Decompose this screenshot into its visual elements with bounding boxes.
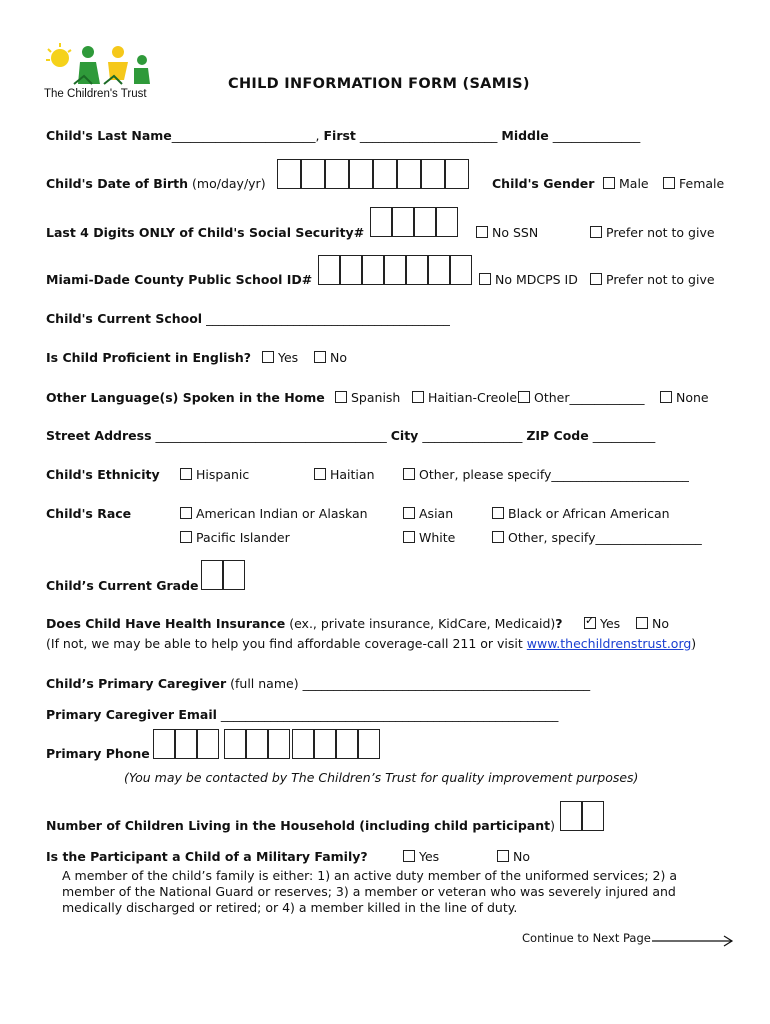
dob-digit-box[interactable]	[349, 159, 373, 189]
ssn-digit-box[interactable]	[370, 207, 392, 237]
checkbox[interactable]	[476, 226, 488, 238]
ssn-boxes[interactable]	[370, 207, 458, 237]
dob-digit-box[interactable]	[277, 159, 301, 189]
first-name-field[interactable]: ______________________	[359, 128, 498, 143]
race-label: Child's Race	[46, 506, 132, 521]
language-option-other[interactable]: Other____________	[518, 390, 645, 405]
phone-digit-box[interactable]	[153, 729, 175, 759]
checkbox[interactable]	[412, 391, 424, 403]
english-option-no[interactable]: No	[314, 350, 347, 365]
race-option-asian[interactable]: Asian	[403, 506, 453, 521]
continue-label: Continue to Next Page	[522, 931, 651, 945]
checkbox[interactable]	[479, 273, 491, 285]
email-row	[46, 707, 558, 722]
address-row	[46, 428, 655, 443]
phone-area-boxes[interactable]	[153, 729, 219, 759]
checkbox[interactable]	[180, 507, 192, 519]
zip-field[interactable]: __________	[592, 428, 656, 443]
dob-digit-box[interactable]	[445, 159, 469, 189]
race-option-other[interactable]: Other, specify_________________	[492, 530, 702, 545]
checkbox[interactable]	[603, 177, 615, 189]
phone-digit-box[interactable]	[292, 729, 314, 759]
language-option-haitian-creole[interactable]: Haitian-Creole	[412, 390, 517, 405]
school-id-prefer-not-option[interactable]: Prefer not to give	[590, 272, 715, 287]
checkbox[interactable]	[590, 273, 602, 285]
name-row	[46, 128, 640, 143]
race-option-black[interactable]: Black or African American	[492, 506, 670, 521]
phone-digit-box[interactable]	[336, 729, 358, 759]
ssn-digit-box[interactable]	[436, 207, 458, 237]
race-option-white[interactable]: White	[403, 530, 455, 545]
email-label: Primary Caregiver Email	[46, 707, 217, 722]
zip-label: ZIP Code	[526, 428, 589, 443]
military-option-no[interactable]: No	[497, 849, 530, 864]
dob-digit-box[interactable]	[397, 159, 421, 189]
dob-row	[46, 176, 266, 191]
grade-label: Child’s Current Grade	[46, 578, 199, 593]
grade-digit-box[interactable]	[201, 560, 223, 590]
school-id-digit-box[interactable]	[450, 255, 472, 285]
household-label: Number of Children Living in the Household (including child participant)	[46, 818, 555, 833]
school-id-digit-box[interactable]	[428, 255, 450, 285]
checkbox-checked[interactable]	[584, 617, 596, 629]
school-id-boxes[interactable]	[318, 255, 472, 285]
phone-digit-box[interactable]	[224, 729, 246, 759]
logo-text: The Children's Trust	[44, 88, 147, 100]
household-digit-box[interactable]	[582, 801, 604, 831]
gender-option-female[interactable]: Female	[663, 176, 724, 191]
city-field[interactable]: ________________	[422, 428, 523, 443]
checkbox[interactable]	[403, 850, 415, 862]
phone-line-boxes[interactable]	[292, 729, 380, 759]
race-option-pacific-islander[interactable]: Pacific Islander	[180, 530, 290, 545]
current-school-label: Child's Current School	[46, 311, 203, 326]
insurance-row: Does Child Have Health Insurance (ex., private insurance, KidCare, Medicaid)?	[46, 616, 563, 631]
gender-label: Child's Gender	[492, 176, 595, 191]
phone-digit-box[interactable]	[358, 729, 380, 759]
checkbox[interactable]	[518, 391, 530, 403]
dob-label: Child's Date of Birth	[46, 176, 189, 191]
phone-digit-box[interactable]	[314, 729, 336, 759]
ethnicity-option-hispanic[interactable]: Hispanic	[180, 467, 249, 482]
checkbox[interactable]	[180, 531, 192, 543]
no-mdcps-id-option[interactable]: No MDCPS ID	[479, 272, 578, 287]
email-field[interactable]: ______________________________________________________	[220, 707, 559, 722]
current-school-row	[46, 311, 450, 326]
form-title: CHILD INFORMATION FORM (SAMIS)	[228, 76, 530, 92]
arrow-right-icon	[652, 934, 736, 948]
phone-digit-box[interactable]	[197, 729, 219, 759]
insurance-option-no[interactable]: No	[636, 616, 669, 631]
caregiver-label: Child’s Primary Caregiver	[46, 676, 227, 691]
ssn-digit-box[interactable]	[392, 207, 414, 237]
ssn-digit-box[interactable]	[414, 207, 436, 237]
school-id-digit-box[interactable]	[362, 255, 384, 285]
dob-format-hint: (mo/day/yr)	[192, 176, 266, 191]
household-boxes[interactable]	[560, 801, 604, 831]
ethnicity-label: Child's Ethnicity	[46, 467, 160, 482]
checkbox[interactable]	[180, 468, 192, 480]
english-option-yes[interactable]: Yes	[262, 350, 298, 365]
school-id-digit-box[interactable]	[406, 255, 428, 285]
phone-prefix-boxes[interactable]	[224, 729, 290, 759]
dob-digit-box[interactable]	[421, 159, 445, 189]
dob-digit-box[interactable]	[325, 159, 349, 189]
checkbox[interactable]	[403, 531, 415, 543]
insurance-option-yes[interactable]: ✓ Yes	[584, 616, 620, 631]
last-name-field[interactable]: _______________________,	[171, 128, 320, 143]
grade-digit-box[interactable]	[223, 560, 245, 590]
checkbox[interactable]	[492, 531, 504, 543]
grade-boxes[interactable]	[201, 560, 245, 590]
checkbox[interactable]	[314, 468, 326, 480]
middle-name-label: Middle	[501, 128, 549, 143]
phone-digit-box[interactable]	[175, 729, 197, 759]
no-ssn-option[interactable]: No SSN	[476, 225, 538, 240]
phone-note: (You may be contacted by The Children’s Trust for quality improvement purposes)	[124, 770, 639, 785]
checkbox[interactable]	[660, 391, 672, 403]
checkbox[interactable]	[636, 617, 648, 629]
ssn-prefer-not-option[interactable]: Prefer not to give	[590, 225, 715, 240]
language-label: Other Language(s) Spoken in the Home	[46, 390, 325, 405]
checkbox[interactable]	[497, 850, 509, 862]
dob-digit-box[interactable]	[373, 159, 397, 189]
english-label: Is Child Proficient in English?	[46, 350, 252, 365]
phone-digit-box[interactable]	[246, 729, 268, 759]
school-id-label: Miami-Dade County Public School ID#	[46, 272, 313, 287]
first-name-label: First	[323, 128, 356, 143]
phone-label: Primary Phone	[46, 746, 150, 761]
dob-boxes[interactable]	[277, 159, 469, 189]
dob-digit-box[interactable]	[301, 159, 325, 189]
insurance-label: Does Child Have Health Insurance	[46, 616, 286, 631]
caregiver-hint: (full name)	[230, 676, 299, 691]
checkbox[interactable]	[663, 177, 675, 189]
checkbox[interactable]	[262, 351, 274, 363]
military-description: A member of the child’s family is either: 1) an active duty member of the uniformed services; 2) a member of the National Guard or reserves; 3) a member or veteran who was severely injured and medically discharged or retired; or 4) a member killed in the line of duty.	[62, 868, 677, 915]
gender-option-male[interactable]: Male	[603, 176, 649, 191]
insurance-example: (ex., private insurance, KidCare, Medicaid)	[289, 616, 556, 631]
ethnicity-option-other[interactable]: Other, please specify______________________	[403, 467, 689, 482]
current-school-field[interactable]: _______________________________________	[206, 311, 450, 326]
checkbox[interactable]	[335, 391, 347, 403]
language-option-none[interactable]: None	[660, 390, 709, 405]
ssn-label: Last 4 Digits ONLY of Child's Social Security#	[46, 225, 365, 240]
phone-digit-box[interactable]	[268, 729, 290, 759]
military-option-yes[interactable]: Yes	[403, 849, 439, 864]
street-address-field[interactable]: _____________________________________	[155, 428, 387, 443]
school-id-digit-box[interactable]	[318, 255, 340, 285]
insurance-note: (If not, we may be able to help you find affordable coverage-call 211 or visit www.thechildrenstrust.org)	[46, 636, 697, 651]
school-id-digit-box[interactable]	[384, 255, 406, 285]
childrens-trust-link[interactable]: www.thechildrenstrust.org	[526, 636, 692, 651]
checkbox[interactable]	[590, 226, 602, 238]
middle-name-field[interactable]: ______________	[552, 128, 641, 143]
city-label: City	[390, 428, 419, 443]
caregiver-field[interactable]: ______________________________________________	[302, 676, 591, 691]
race-option-american-indian[interactable]: American Indian or Alaskan	[180, 506, 368, 521]
checkbox[interactable]	[403, 468, 415, 480]
school-id-digit-box[interactable]	[340, 255, 362, 285]
ethnicity-option-haitian[interactable]: Haitian	[314, 467, 375, 482]
military-label: Is the Participant a Child of a Military Family?	[46, 849, 368, 864]
checkbox[interactable]	[403, 507, 415, 519]
language-option-spanish[interactable]: Spanish	[335, 390, 400, 405]
household-digit-box[interactable]	[560, 801, 582, 831]
last-name-label: Child's Last Name	[46, 128, 172, 143]
checkbox[interactable]	[314, 351, 326, 363]
caregiver-row	[46, 676, 590, 691]
street-address-label: Street Address	[46, 428, 152, 443]
checkbox[interactable]	[492, 507, 504, 519]
